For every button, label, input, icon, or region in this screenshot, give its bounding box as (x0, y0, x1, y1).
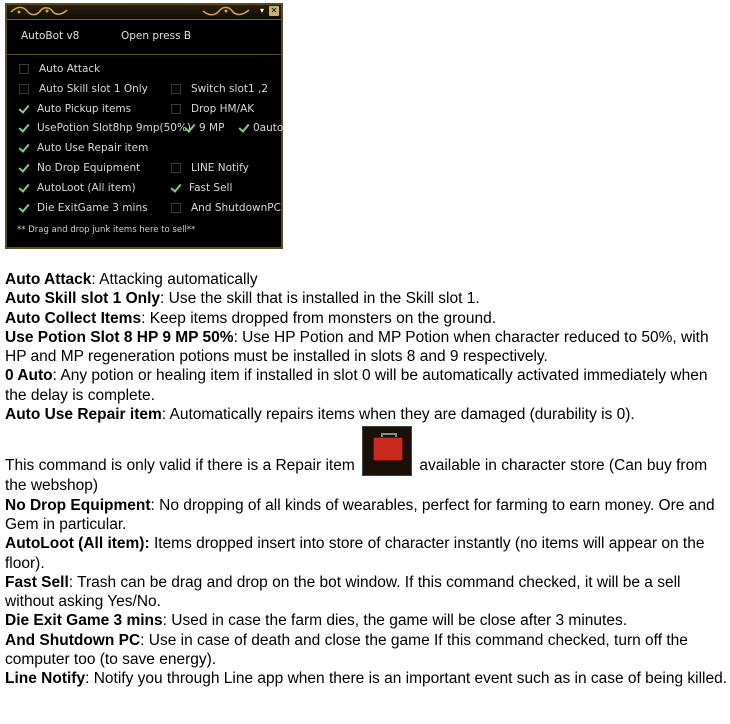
checkbox-checked[interactable] (19, 163, 29, 173)
option-fast-sell[interactable]: Fast Sell (171, 180, 232, 196)
checkbox[interactable] (19, 84, 29, 94)
checkbox-checked[interactable] (185, 123, 195, 133)
option-auto-attack[interactable]: Auto Attack (19, 61, 100, 77)
option-9mp[interactable]: 9 MP (185, 120, 224, 136)
checkbox-checked[interactable] (19, 183, 29, 193)
window-header (7, 20, 281, 55)
option-auto-repair[interactable]: Auto Use Repair item (19, 140, 148, 156)
description-item: Line Notify: Notify you through Line app when there is an important event such as in case of being killed. (5, 670, 728, 688)
description-item: AutoLoot (All item): Items dropped insert into store of character instantly (no items will appear on the floor). (5, 535, 705, 572)
checkbox[interactable] (171, 163, 181, 173)
option-switch-slot[interactable]: Switch slot1 ,2 (171, 81, 268, 97)
description-item: Use Potion Slot 8 HP 9 MP 50%: Use HP Potion and MP Potion when character reduced to 50%, with HP and MP regeneration potions must be installed in slots 8 and 9 respectively. (5, 328, 709, 366)
window-titlebar[interactable] (7, 5, 281, 20)
checkbox[interactable] (171, 203, 181, 213)
option-line-notify[interactable]: LINE Notify (171, 160, 249, 176)
checkbox-checked[interactable] (19, 203, 29, 213)
repair-note: This command is only valid if there is a Repair item available in character store (Can buy from the webshop) (5, 426, 727, 495)
option-shutdown-pc[interactable]: And ShutdownPC (171, 200, 281, 216)
checkbox[interactable] (19, 64, 29, 74)
checkbox-checked[interactable] (19, 123, 29, 133)
drop-zone-hint[interactable]: ** Drag and drop junk items here to sell** (17, 225, 196, 235)
checkbox[interactable] (171, 104, 181, 114)
minimize-icon[interactable]: ▾ (259, 6, 264, 15)
checkbox-checked[interactable] (19, 104, 29, 114)
checkbox-checked[interactable] (171, 183, 181, 193)
option-no-drop-equipment[interactable]: No Drop Equipment (19, 160, 140, 176)
window-hint: Open press B (121, 30, 192, 42)
close-icon[interactable]: ✕ (270, 6, 278, 15)
description-item: No Drop Equipment: No dropping of all kinds of wearables, perfect for farming to earn money. Ore and Gem in particular. (5, 496, 715, 533)
description-item: Auto Collect Items: Keep items dropped from monsters on the ground. (5, 309, 497, 327)
description-item: 0 Auto: Any potion or healing item if installed in slot 0 will be automatically activated immediately when the delay is complete. (5, 367, 708, 404)
window-title: AutoBot v8 (21, 30, 80, 42)
description-item: And Shutdown PC: Use in case of death and close the game If this command checked, turn off the computer too (to save energy). (5, 631, 688, 669)
repair-toolbox-icon (362, 426, 412, 476)
option-0auto[interactable]: 0auto (239, 120, 283, 136)
ornament-icon (201, 6, 251, 17)
checkbox-checked[interactable] (19, 143, 29, 153)
description-item: Auto Attack: Attacking automatically (5, 271, 258, 288)
autobot-window (5, 3, 283, 249)
option-autoloot[interactable]: AutoLoot (All item) (19, 180, 136, 196)
option-drop-hm-ak[interactable]: Drop HM/AK (171, 101, 254, 117)
description-item: Die Exit Game 3 mins: Used in case the farm dies, the game will be close after 3 minutes. (5, 612, 628, 630)
description-item: Auto Skill slot 1 Only: Use the skill that is installed in the Skill slot 1. (5, 290, 480, 308)
option-auto-skill-slot1[interactable]: Auto Skill slot 1 Only (19, 81, 148, 97)
option-auto-pickup[interactable]: Auto Pickup items (19, 101, 131, 117)
ornament-icon (9, 6, 69, 17)
checkbox[interactable] (171, 84, 181, 94)
option-die-exitgame[interactable]: Die ExitGame 3 mins (19, 200, 148, 216)
description-item: Auto Use Repair item: Automatically repairs items when they are damaged (durability is 0). (5, 406, 635, 424)
option-use-potion[interactable]: UsePotion Slot8hp 9mp(50%) (19, 120, 191, 136)
checkbox-checked[interactable] (239, 123, 249, 133)
description-text (5, 270, 727, 689)
description-item: Fast Sell: Trash can be drag and drop on the bot window. If this command checked, it will be a sell without asking Yes/No. (5, 573, 681, 611)
